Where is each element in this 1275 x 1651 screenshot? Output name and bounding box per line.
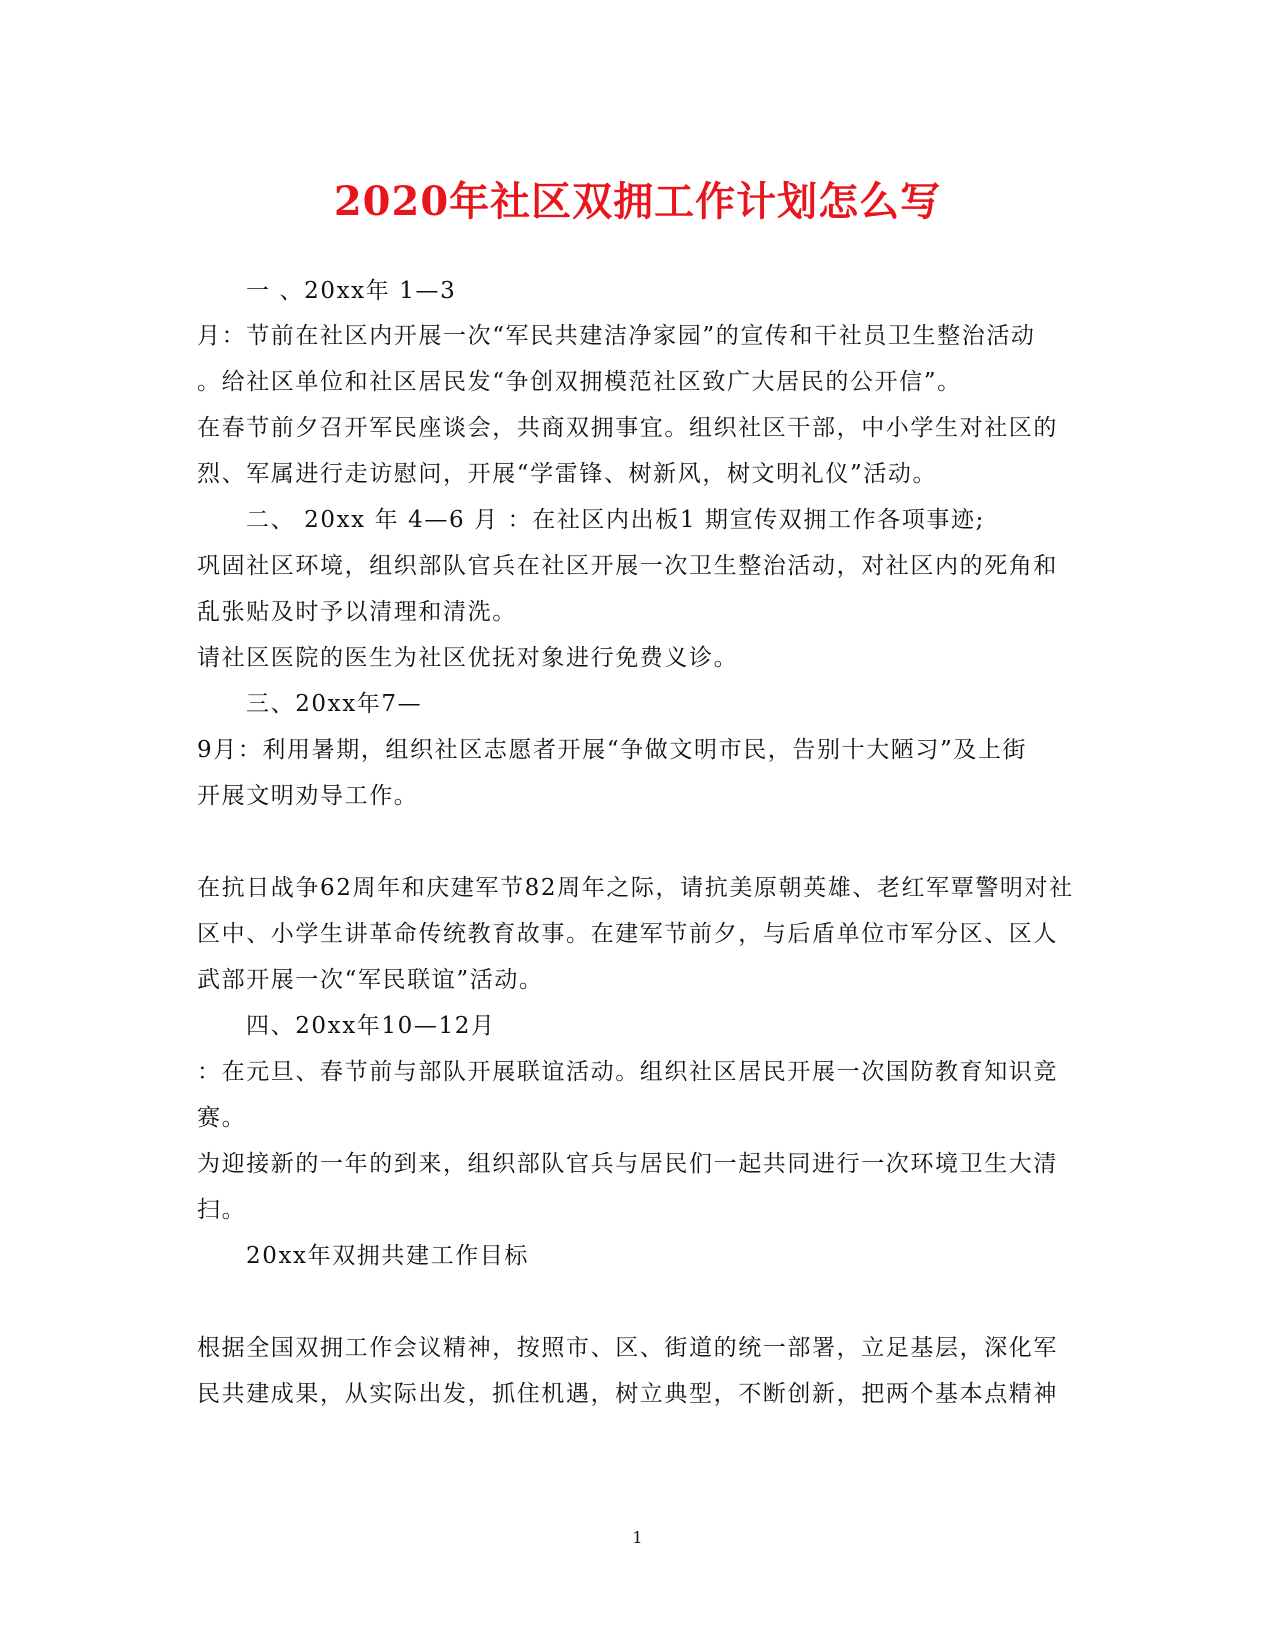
paragraph-line: 烈、军属进行走访慰问，开展“学雷锋、树新风，树文明礼仪”活动。 [197, 461, 938, 487]
paragraph-line: 月：节前在社区内开展一次“军民共建洁净家园”的宣传和干社员卫生整治活动 [197, 323, 1036, 349]
paragraph-line: 乱张贴及时予以清理和清洗。 [197, 599, 517, 625]
paragraph-line: 巩固社区环境，组织部队官兵在社区开展一次卫生整治活动，对社区内的死角和 [197, 553, 1058, 579]
paragraph-line: 开展文明劝导工作。 [197, 783, 419, 809]
paragraph-line: 在抗日战争62周年和庆建军节82周年之际，请抗美原朝英雄、老红军覃警明对社 [197, 875, 1074, 901]
page-number: 1 [632, 1528, 643, 1547]
section-heading-3: 三、20xx年7— [246, 691, 423, 717]
paragraph-line: 区中、小学生讲革命传统教育故事。在建军节前夕，与后盾单位市军分区、区人 [197, 921, 1058, 947]
paragraph-line: 武部开展一次“军民联谊”活动。 [197, 967, 544, 993]
paragraph-line: ：在元旦、春节前与部队开展联谊活动。组织社区居民开展一次国防教育知识竞 [197, 1059, 1058, 1085]
section-heading-1: 一 、20xx年 1—3 [246, 278, 457, 304]
paragraph-line: 9月：利用暑期，组织社区志愿者开展“争做文明市民，告别十大陋习”及上街 [197, 737, 1028, 763]
section-heading-4: 四、20xx年10—12月 [246, 1013, 496, 1039]
section-heading-2: 二、 20xx 年 4—6 月 ：在社区内出板1 期宣传双拥工作各项事迹; [246, 507, 985, 533]
paragraph-line: 扫。 [197, 1197, 247, 1223]
paragraph-line: 请社区医院的医生为社区优抚对象进行免费义诊。 [197, 645, 739, 671]
subheading: 20xx年双拥共建工作目标 [246, 1243, 530, 1269]
paragraph-line: 赛。 [197, 1105, 247, 1131]
paragraph-line: 在春节前夕召开军民座谈会，共商双拥事宜。组织社区干部，中小学生对社区的 [197, 415, 1058, 441]
paragraph-line: 民共建成果，从实际出发，抓住机遇，树立典型，不断创新，把两个基本点精神 [197, 1381, 1058, 1407]
paragraph-line: 为迎接新的一年的到来，组织部队官兵与居民们一起共同进行一次环境卫生大清 [197, 1151, 1058, 1177]
paragraph-line: 根据全国双拥工作会议精神，按照市、区、街道的统一部署，立足基层，深化军 [197, 1335, 1058, 1361]
paragraph-line: 。给社区单位和社区居民发“争创双拥模范社区致广大居民的公开信”。 [197, 369, 962, 395]
document-title: 2020年社区双拥工作计划怎么写 [333, 178, 942, 225]
